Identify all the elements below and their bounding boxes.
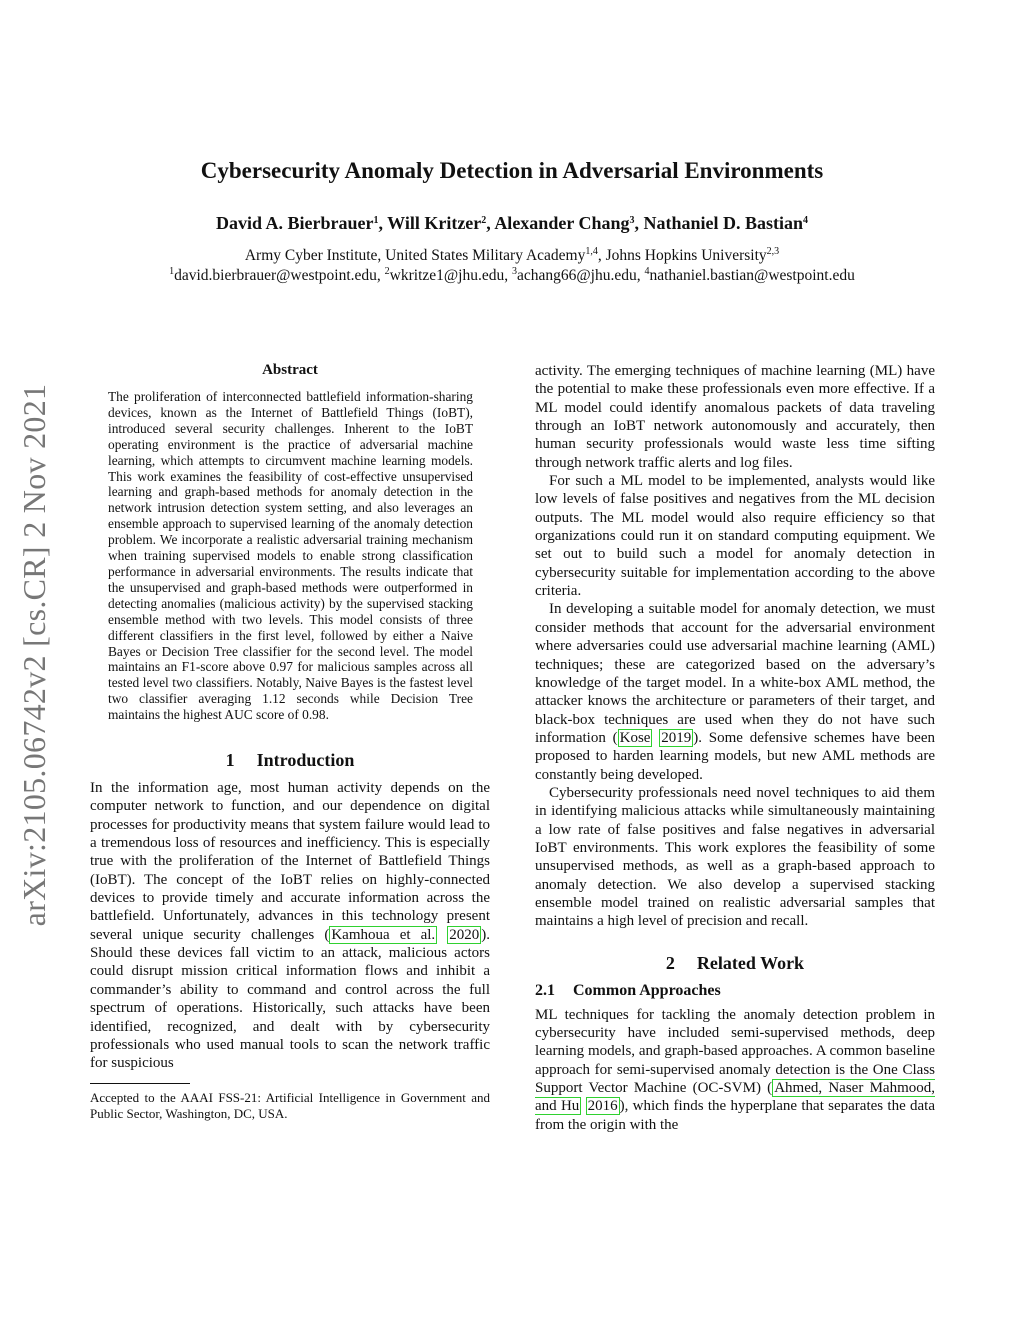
abstract-heading: Abstract (262, 362, 318, 378)
email-address: nathaniel.bastian@westpoint.edu (649, 267, 855, 284)
email-sup: 3 (511, 266, 517, 277)
citation-link[interactable]: Kamhoua et al. (331, 926, 436, 943)
paragraph-text: ML techniques for tackling the anomaly detection problem in cybersecurity have included semi-supervised methods, deep learning models, and graph-based approaches. A common baseline approach for semi-supervised anomaly detection is the One Class Support Vector Machine (OC-SVM) ( (535, 1006, 935, 1097)
author-list (0, 213, 1024, 234)
subsection-number: 2.1 (535, 981, 555, 999)
author-sep: , (378, 213, 388, 233)
author-sep: , (634, 213, 644, 233)
paragraph: For such a ML model to be implemented, analysts would like low levels of false positives and negatives from the ML decision outputs. The ML model would also require efficiency so that organizations could run it on standard computing equipment. We set out to build such a model for anomaly detection in cybersecurity suitable for implementation according to the above criteria. (535, 473, 935, 600)
paragraph: Cybersecurity professionals need novel techniques to aid them in identifying malicious attacks while simultaneously maintaining a low rate of false positives and false negatives in adversarial IoBT environments. This work explores the feasibility of some unsupervised methods, as well as a graph-based approach to anomaly detection. We also develop a supervised stacking ensemble model trained on realistic adversarial samples that maintains a high level of precision and recall. (535, 784, 935, 930)
paragraph-text: In developing a suitable model for anomaly detection, we must consider methods that account for the adversarial environment where adversaries could use adversarial machine learning (AML) techniques; these are categorized based on the adversary’s knowledge of the target model. In a white-box AML method, the attacker knows the architecture or parameters of their target, and black-box techniques are used when they do not have such information ( (535, 601, 935, 746)
citation-separator (581, 1098, 585, 1114)
citation-separator (437, 927, 447, 943)
arxiv-stamp-text: arXiv:2105.06742v2 [cs.CR] 2 Nov 2021 (16, 383, 52, 927)
affiliation-a-sup: 1,4 (585, 246, 598, 257)
author-sep: , (486, 213, 495, 233)
footnote-rule (90, 1083, 190, 1084)
paragraph-text: ). Some defensive schemes have been proposed to harden learning models, but new AML methods are constantly being developed. (535, 729, 935, 783)
paragraph: activity. The emerging techniques of machine learning (ML) have the potential to make these professionals even more effective. If a ML model could identify anomalous packets of data traveling through an IoBT network autonomously and accurately, then human security professionals would waste less time sifting through network traffic alerts and log files. (535, 363, 935, 471)
email-address: wkritze1@jhu.edu, (389, 267, 512, 284)
section-title: Introduction (256, 750, 355, 771)
citation-year-link[interactable]: 2016 (587, 1098, 618, 1115)
affiliation (0, 247, 1024, 265)
citation-year-link[interactable]: 2019 (661, 729, 692, 746)
subsection-title: Common Approaches (573, 981, 721, 999)
citation-year-link[interactable]: 2020 (449, 926, 480, 943)
email-sup: 4 (644, 266, 650, 277)
section-title: Related Work (696, 952, 805, 973)
affiliation-b: , Johns Hopkins University (597, 247, 767, 264)
author-sup: 3 (629, 215, 635, 226)
email-list (0, 267, 1024, 285)
paragraph (535, 600, 935, 783)
citation-link[interactable]: Kose (619, 729, 651, 746)
section-number: 2 (665, 952, 675, 973)
author-sup: 1 (373, 215, 379, 226)
section-number: 1 (225, 750, 235, 771)
citation-link[interactable]: Ahmed, Naser Mahmood, and Hu (535, 1080, 935, 1115)
author-sup: 2 (481, 215, 487, 226)
author-name: Alexander Chang (494, 213, 630, 233)
paragraph-text: In the information age, most human activity depends on the computer network to function, and our dependence on digital processes for productivity means that system failure would lead to a tremendous loss of resources and inefficiency. This is especially true with the proliferation of the Internet of Battlefield Things (IoBT). The concept of the IoBT relies on highly-connected devices to provide timely and accurate information across the battlefield. Unfortunately, advances in this technology present several unique security challenges ( (90, 780, 490, 943)
email-address: david.bierbrauer@westpoint.edu, (174, 267, 385, 284)
author-name: Will Kritzer (387, 213, 482, 233)
author-name: Nathaniel D. Bastian (643, 213, 804, 233)
abstract-text: The proliferation of interconnected battlefield information-sharing devices, known as the Internet of Battlefield Things (IoBT), introduced several security challenges. Inherent to the IoBT operating environment is the practice of adversarial machine learning, which attempts to circumvent machine learning models. This work examines the feasibility of cost-effective unsupervised learning and graph-based methods for anomaly detection in the network intrusion detection system setting, and also leverages an ensemble approach to supervised learning of the anomaly detection problem. We incorporate a realistic adversarial training mechanism when training supervised models to enable strong classification performance in adversarial environments. The results indicate that the unsupervised and graph-based methods were outperformed in detecting anomalies (malicious activity) by the supervised stacking ensemble method with two levels. This model consists of three different classifiers in the first level, followed by either a Naive Bayes or Decision Tree classifier for the second level. The model maintains an F1-score above 0.97 for malicious samples across all tested level two classifiers. Notably, Naive Bayes is the fastest level two classifier averaging 1.12 seconds while Decision Tree maintains the highest AUC score of 0.98. (108, 389, 473, 723)
paper-title: Cybersecurity Anomaly Detection in Adversarial Environments (200, 158, 824, 183)
section-heading-related-work (535, 953, 935, 974)
email-sup: 2 (384, 266, 390, 277)
arxiv-stamp (10, 355, 58, 955)
right-column (535, 362, 935, 1134)
paragraph-text: ), which finds the hyperplane that separates the data from the origin with the (535, 1098, 935, 1133)
left-column (90, 362, 490, 1122)
email-address: achang66@jhu.edu, (516, 267, 645, 284)
paragraph-text: ). Should these devices fall victim to an attack, malicious actors could disrupt mission critical information flows and inhibit a commander’s ability to command and control across the full spectrum of operations. Historically, such attacks have been identified, recognized, and dealt with by cybersecurity professionals who used manual tools to scan the network traffic for suspicious (90, 926, 490, 1072)
paragraph (535, 1006, 935, 1134)
subsection-heading-common-approaches (535, 982, 935, 1000)
footnote: Accepted to the AAAI FSS-21: Artificial Intelligence in Government and Public Sector, Washington, DC, USA. (90, 1089, 490, 1121)
section-heading-introduction (90, 750, 490, 771)
author-name: David A. Bierbrauer (215, 213, 374, 233)
affiliation-b-sup: 2,3 (766, 246, 780, 257)
intro-paragraph (90, 779, 490, 1073)
affiliation-a: Army Cyber Institute, United States Military Academy (244, 247, 586, 264)
author-sup: 4 (803, 215, 809, 226)
email-sup: 1 (169, 266, 175, 277)
